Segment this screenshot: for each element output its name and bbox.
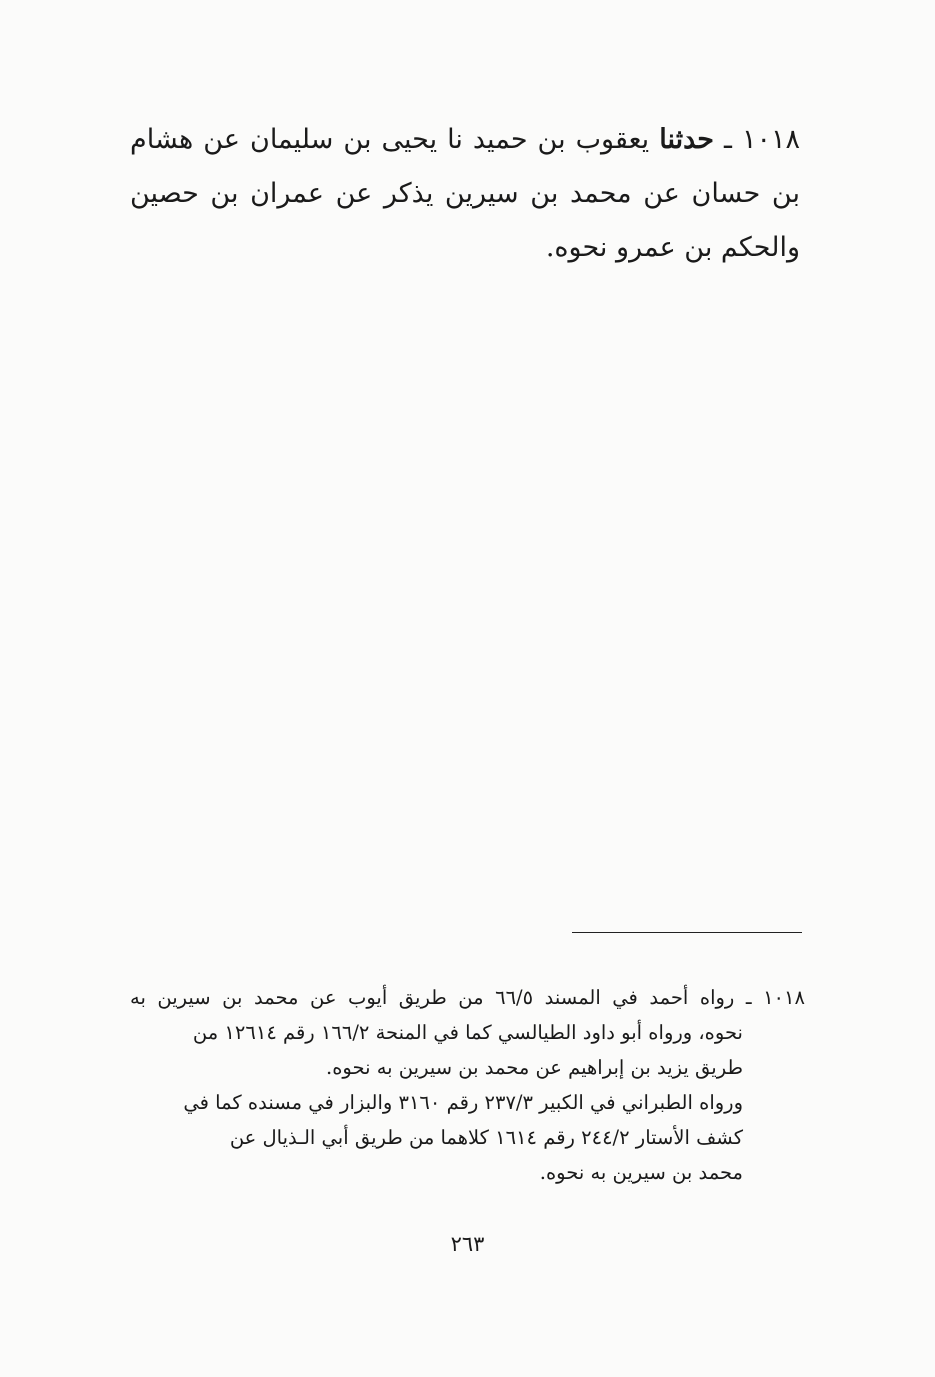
footnote-number: ١٠١٨ bbox=[763, 986, 805, 1009]
footnote-line-text: ـ رواه أحمد في المسند ٦٦/٥ من طريق أيوب عن محمد بن سيرين به bbox=[130, 986, 752, 1009]
footnote-line: ورواه الطبراني في الكبير ٢٣٧/٣ رقم ٣١٦٠ والبزار في مسنده كما في bbox=[183, 1091, 743, 1114]
footnote-line: نحوه، ورواه أبو داود الطيالسي كما في المنحة ١٦٦/٢ رقم ١٢٦١٤ من bbox=[192, 1021, 743, 1044]
hadith-paragraph bbox=[130, 113, 800, 275]
footnote-line: محمد بن سيرين به نحوه. bbox=[539, 1161, 743, 1184]
hadith-number: ١٠١٨ bbox=[741, 124, 800, 155]
footnote-line bbox=[130, 980, 805, 1015]
footnote-line: طريق يزيد بن إبراهيم عن محمد بن سيرين به نحوه. bbox=[326, 1056, 743, 1079]
page-number: ٢٦٣ bbox=[450, 1232, 485, 1256]
footnote bbox=[130, 980, 805, 1190]
footnote-separator bbox=[572, 932, 802, 933]
hadith-keyword: حدثنا bbox=[659, 124, 714, 155]
footnote-line: كشف الأستار ٢٤٤/٢ رقم ١٦١٤ كلاهما من طريق أبي الـذيال عن bbox=[229, 1126, 743, 1149]
hadith-text: يعقوب بن حميد نا يحيى بن سليمان عن هشام بن حسان عن محمد بن سيرين يذكر عن عمران بن حصين والحكم بن عمرو نحوه. bbox=[130, 124, 800, 263]
hadith-dash: ـ bbox=[714, 124, 742, 155]
